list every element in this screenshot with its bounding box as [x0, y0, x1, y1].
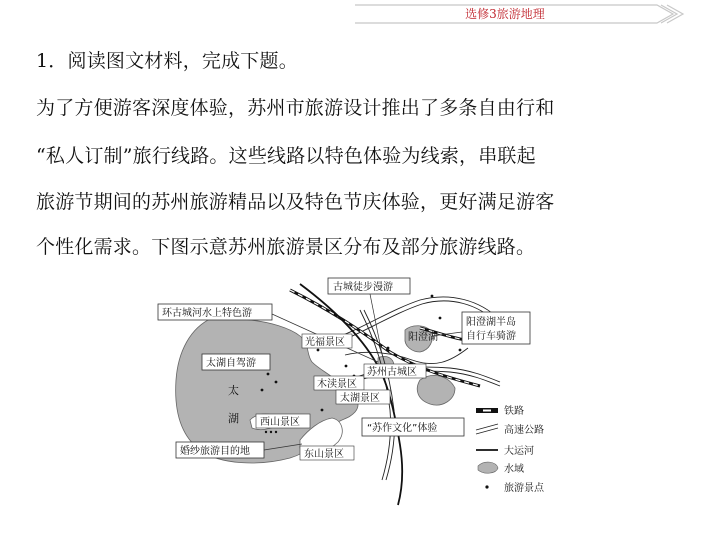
svg-text:高速公路: 高速公路: [504, 425, 544, 436]
svg-text:木渎景区: 木渎景区: [317, 379, 357, 390]
svg-text:水域: 水域: [504, 464, 524, 475]
svg-text:太湖景区: 太湖景区: [340, 393, 380, 404]
legend-railway: [476, 404, 524, 417]
svg-text:东山景区: 东山景区: [304, 449, 344, 460]
label-lake-char-1: 太: [228, 384, 239, 397]
callout-yangcheng-bike: [432, 312, 530, 344]
svg-text:自行车骑游: 自行车骑游: [466, 331, 516, 342]
question-line-1: 为了方便游客深度体验，苏州市旅游设计推出了多条自由行和: [36, 97, 555, 119]
label-dongshan: [300, 446, 354, 460]
label-old-city: [364, 364, 426, 378]
svg-text:苏州古城区: 苏州古城区: [367, 367, 417, 378]
label-lake-char-2: 湖: [228, 412, 239, 425]
legend-canal: [476, 444, 534, 457]
label-yangcheng-lake: 阳澄湖: [408, 332, 438, 343]
label-taihu-scenic: [336, 390, 390, 404]
svg-text:大运河: 大运河: [504, 446, 534, 457]
course-title: 选修3旅游地理: [465, 7, 545, 21]
svg-text:环古城河水上特色游: 环古城河水上特色游: [162, 308, 252, 319]
svg-text:“苏作文化”体验: “苏作文化”体验: [367, 423, 438, 434]
southeast-lake: [417, 375, 455, 405]
legend-highway: [476, 423, 544, 436]
svg-text:西山景区: 西山景区: [260, 417, 300, 428]
svg-text:婚纱旅游目的地: 婚纱旅游目的地: [180, 446, 250, 457]
svg-text:太湖自驾游: 太湖自驾游: [206, 358, 256, 369]
label-xishan: [256, 414, 310, 428]
callout-taihu-drive: [202, 354, 270, 370]
question-line-2: “私人订制”旅行线路。这些线路以特色体验为线索，串联起: [36, 145, 536, 167]
question-line-3: 旅游节期间的苏州旅游精品以及特色节庆体验，更好满足游客: [36, 191, 555, 213]
label-mudu: [314, 376, 364, 390]
suzhou-tourism-map: [150, 270, 570, 510]
svg-text:阳澄湖半岛: 阳澄湖半岛: [466, 317, 516, 328]
question-title: 1．阅读图文材料，完成下题。: [36, 50, 298, 72]
map-legend: [476, 404, 545, 494]
legend-spot: [485, 481, 545, 494]
svg-text:旅游景点: 旅游景点: [504, 483, 544, 494]
callout-suzuo-culture: [362, 418, 464, 436]
legend-water: [478, 462, 524, 475]
svg-text:铁路: 铁路: [504, 406, 524, 417]
svg-text:光福景区: 光福景区: [305, 337, 345, 348]
label-guangfu: [302, 334, 352, 348]
svg-text:古城徒步漫游: 古城徒步漫游: [333, 282, 393, 293]
question-line-4: 个性化需求。下图示意苏州旅游景区分布及部分旅游线路。: [36, 236, 536, 258]
header-tab: [355, 4, 685, 24]
